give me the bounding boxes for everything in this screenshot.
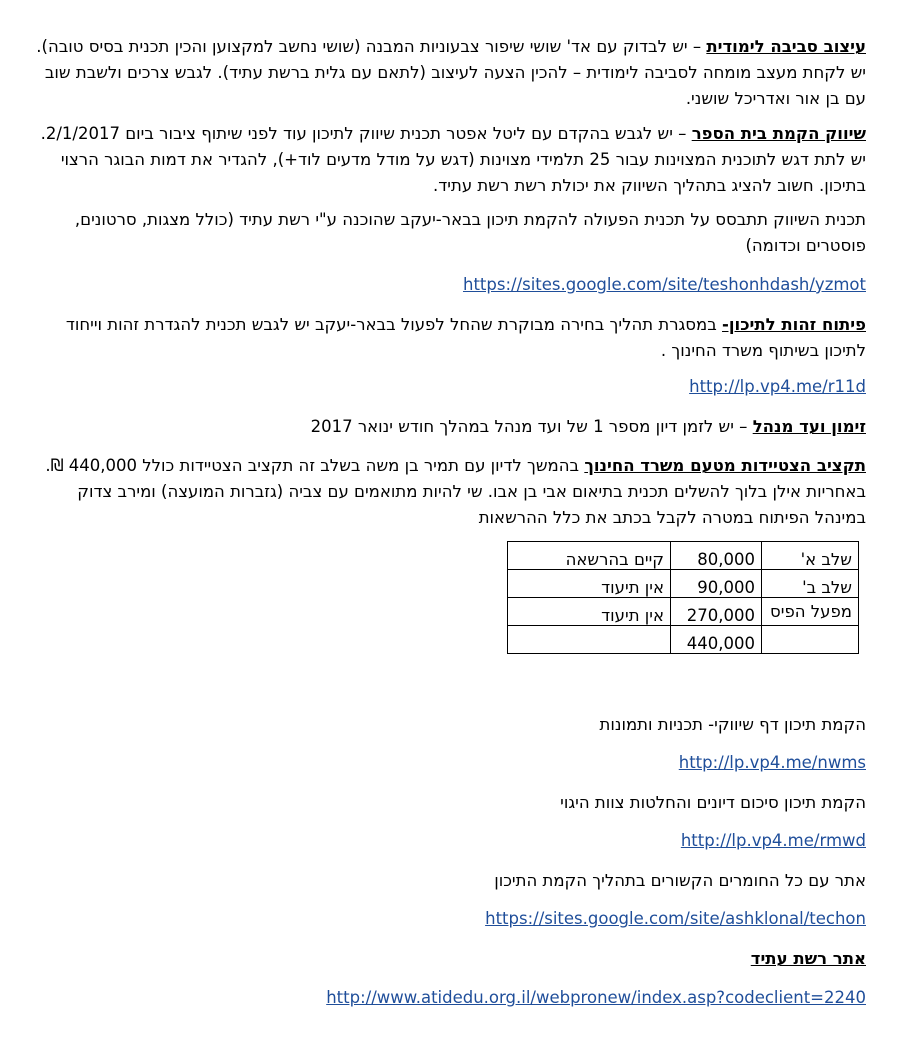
marketing-page-label: הקמת תיכון דף שיווקי- תכניות ותמונות <box>599 715 866 734</box>
table-cell-stage: שלב ב' <box>762 570 859 598</box>
identity-link[interactable]: http://lp.vp4.me/r11d <box>689 377 866 396</box>
table-cell-stage <box>762 626 859 654</box>
marketing-body: – יש לגבש בהקדם עם ליטל אפטר תכנית שיווק לתיכון עוד לפני שיתוף ציבור ביום 2/1/2017. יש לתת דגש לתוכנית המצוינות עבור 25 תלמידי מצוינות (דגש על מודל מדעים לוד+), להגדיר את דמות הבוגר הרצוי בתיכון. חשוב להציג בתהליך השיווק את יכולת רשת רשת עתיד. <box>40 124 866 195</box>
design-body: – יש לבדוק עם אד' שושי שיפור צבעוניות המבנה (שושי נחשב למקצוען והכין תכנית בסיס טובה). יש לקחת מעצב מומחה לסביבה לימודית – להכין הצעה לעיצוב (לתאם עם גלית ברשת עתיד). לגבש צרכים ולשבת שוב עם בן אור ואדריכל שושני. <box>36 37 866 108</box>
committee-body: – יש לזמן דיון מספר 1 של ועד מנהל במהלך חודש ינואר 2017 <box>310 417 753 436</box>
materials-site-label: אתר עם כל החומרים הקשורים בתהליך הקמת התיכון <box>494 871 866 890</box>
committee-heading: זימון ועד מנהל <box>752 417 866 436</box>
budget-heading: תקציב הצטיידות מטעם משרד החינוך <box>584 456 866 475</box>
design-paragraph <box>32 34 866 112</box>
identity-paragraph <box>32 312 866 364</box>
table-cell-amount: 440,000 <box>671 626 762 654</box>
table-cell-status <box>508 626 671 654</box>
network-site-heading: אתר רשת עתיד <box>750 949 866 968</box>
committee-paragraph <box>32 414 866 440</box>
design-heading: עיצוב סביבה לימודית <box>706 37 866 56</box>
table-cell-status: אין תיעוד <box>508 570 671 598</box>
table-row <box>508 570 859 598</box>
table-cell-amount: 270,000 <box>671 598 762 626</box>
marketing-paragraph <box>32 121 866 199</box>
table-row <box>508 598 859 626</box>
table-row <box>508 542 859 570</box>
marketing-plan-paragraph: תכנית השיווק תתבסס על תכנית הפעולה להקמת תיכון בבאר-יעקב שהוכנה ע"י רשת עתיד (כולל מצגות, סרטונים, פוסטרים וכדומה) <box>74 210 866 255</box>
identity-heading: פיתוח זהות לתיכון- <box>722 315 866 334</box>
marketing-plan-link[interactable]: https://sites.google.com/site/teshonhdash/yzmot <box>462 275 866 294</box>
marketing-heading: שיווק הקמת בית הספר <box>691 124 866 143</box>
table-cell-status: קיים בהרשאה <box>508 542 671 570</box>
table-cell-status: אין תיעוד <box>508 598 671 626</box>
table-cell-amount: 80,000 <box>671 542 762 570</box>
steering-summary-label: הקמת תיכון סיכום דיונים והחלטות צוות היגוי <box>560 793 866 812</box>
table-row <box>508 626 859 654</box>
materials-site-link[interactable]: https://sites.google.com/site/ashklonal/techon <box>485 909 866 928</box>
identity-body: במסגרת תהליך בחירה מבוקרת שהחל לפעול בבאר-יעקב יש לגבש תכנית להגדרת זהות וייחוד לתיכון בשיתוף משרד החינוך . <box>65 315 866 360</box>
budget-body: בהמשך לדיון עם תמיר בן משה בשלב זה תקציב הצטיידות כולל 440,000 ₪. באחריות אילן בלוך להשלים תכנית בתיאום אבי בן אבו. שי להיות מתואמים עם צביה (גזברות המועצה) ומירב צדוק במינהל הפיתוח במטרה לקבל בכתב את כלל ההרשאות <box>45 456 866 527</box>
steering-summary-link[interactable]: http://lp.vp4.me/rmwd <box>680 831 866 850</box>
budget-paragraph <box>32 453 866 531</box>
network-site-link[interactable]: http://www.atidedu.org.il/webpronew/index.asp?codeclient=2240 <box>326 988 866 1007</box>
marketing-page-link[interactable]: http://lp.vp4.me/nwms <box>678 753 866 772</box>
table-cell-amount: 90,000 <box>671 570 762 598</box>
table-cell-stage: מפעל הפיס <box>762 598 859 626</box>
budget-table <box>507 541 859 654</box>
table-cell-stage: שלב א' <box>762 542 859 570</box>
